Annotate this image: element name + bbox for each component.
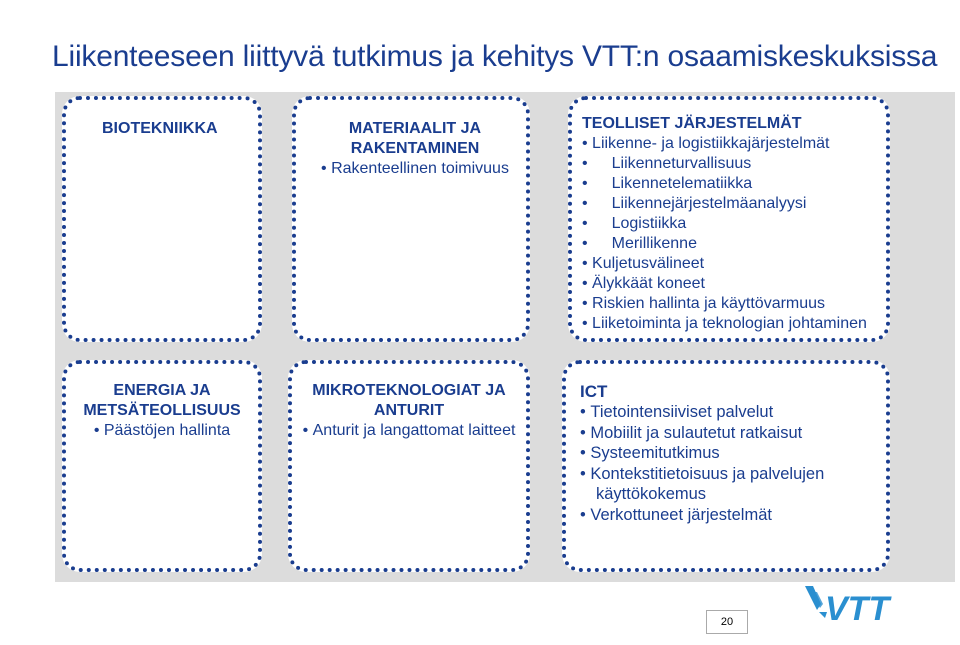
svg-text:VTT: VTT: [825, 590, 890, 626]
page-number: 20: [706, 610, 748, 634]
slide-title: Liikenteeseen liittyvä tutkimus ja kehitys VTT:n osaamiskeskuksissa: [52, 40, 938, 73]
list-item-continuation: käyttökokemus: [596, 485, 707, 503]
box-heading: MIKROTEKNOLOGIAT JA: [312, 382, 506, 399]
list-item: • Mobiilit ja sulautetut ratkaisut: [580, 423, 890, 444]
box-ict: [562, 360, 890, 572]
list-item: • Älykkäät koneet: [582, 274, 892, 294]
list-item: • Merillikenne: [582, 234, 892, 254]
box-heading: ANTURIT: [373, 402, 445, 419]
box-heading: TEOLLISET JÄRJESTELMÄT: [582, 115, 802, 132]
box-heading: ICT: [580, 382, 608, 401]
list-item: • Tietointensiiviset palvelut: [580, 402, 890, 423]
list-item: • Liiketoiminta ja teknologian johtaminen: [582, 314, 892, 334]
box-energia: [62, 360, 262, 572]
list-item: • Likennetelematiikka: [582, 174, 892, 194]
list-item: • Anturit ja langattomat laitteet: [292, 421, 526, 441]
list-item: • Liikenneturvallisuus: [582, 154, 892, 174]
box-heading: ENERGIA JA: [113, 382, 211, 399]
list-item: • Liikennejärjestelmäanalyysi: [582, 194, 892, 214]
list-item: • Verkottuneet järjestelmät: [580, 505, 890, 526]
box-heading: MATERIAALIT JA: [348, 120, 482, 137]
list-item: • Kontekstitietoisuus ja palvelujen: [580, 464, 890, 485]
list-item: • Liikenne- ja logistiikkajärjestelmät: [582, 134, 892, 154]
box-heading: RAKENTAMINEN: [350, 140, 480, 157]
list-item: • Riskien hallinta ja käyttövarmuus: [582, 294, 892, 314]
list-item: • Logistiikka: [582, 214, 892, 234]
box-biotekniikka: [62, 96, 262, 342]
box-mikro: [288, 360, 530, 572]
box-materiaalit: [292, 96, 530, 342]
box-teolliset: [568, 96, 890, 342]
box-heading: METSÄTEOLLISUUS: [83, 402, 241, 419]
vtt-logo: [801, 582, 919, 626]
list-item: • Systeemitutkimus: [580, 443, 890, 464]
list-item: • Rakenteellinen toimivuus: [296, 159, 534, 179]
list-item: • Päästöjen hallinta: [66, 421, 258, 441]
box-heading: BIOTEKNIIKKA: [102, 120, 218, 137]
list-item: • Kuljetusvälineet: [582, 254, 892, 274]
